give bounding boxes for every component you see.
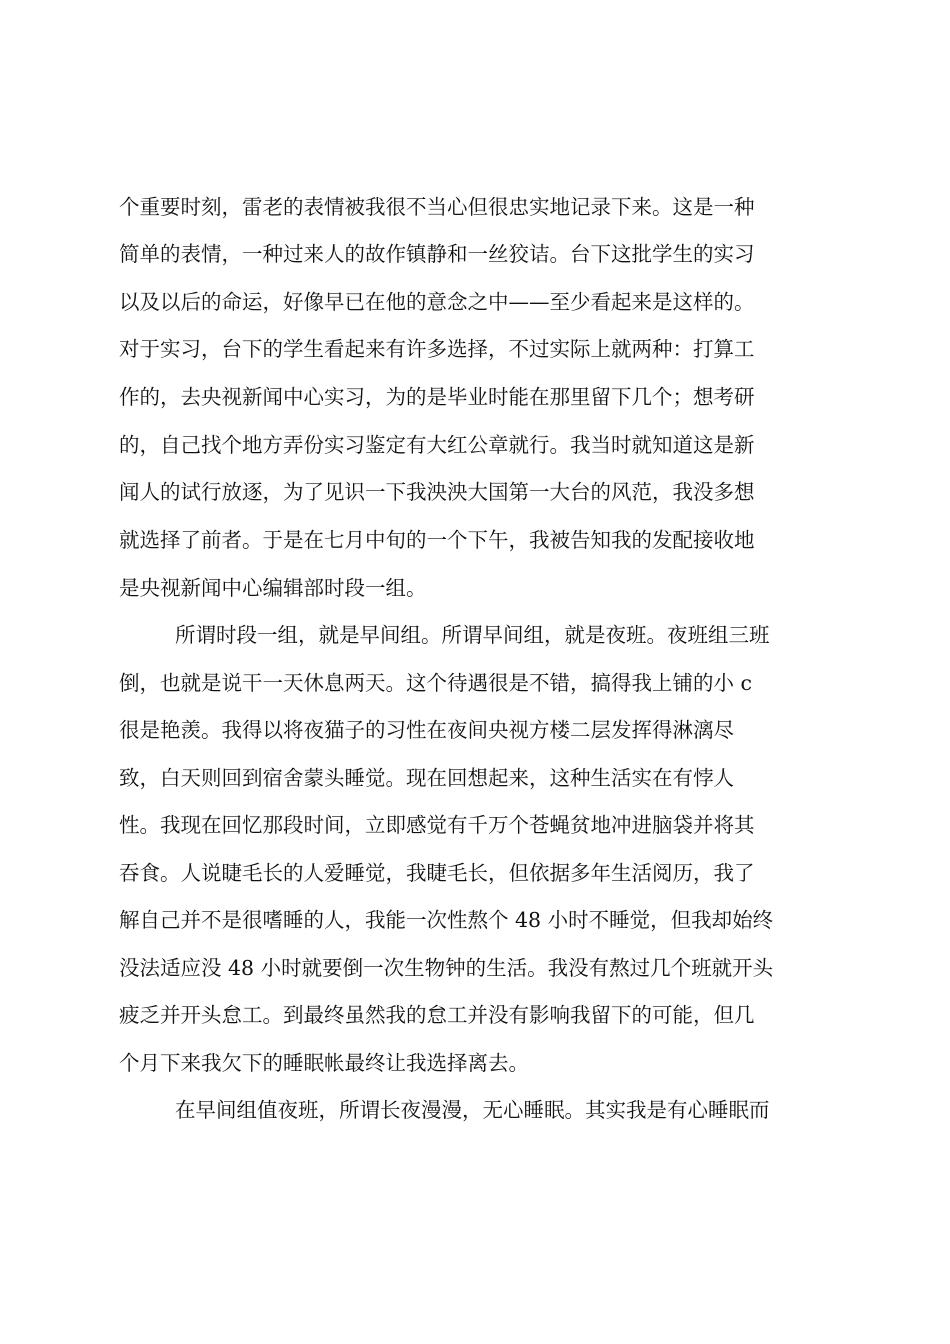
text-line: 是央视新闻中心编辑部时段一组。	[119, 576, 427, 600]
text-line: 吞食。人说睫毛长的人爱睡觉，我睫毛长，但依据多年生活阅历，我了	[119, 861, 755, 885]
text-line: 在早间组值夜班，所谓长夜漫漫，无心睡眠。其实我是有心睡眠而	[175, 1098, 770, 1122]
text-line: 个重要时刻，雷老的表情被我很不当心但很忠实地记录下来。这是一种	[119, 195, 755, 219]
text-line: 对于实习，台下的学生看起来有许多选择，不过实际上就两种：打算工	[119, 337, 755, 361]
text-line: 作的，去央视新闻中心实习，为的是毕业时能在那里留下几个；想考研	[119, 385, 755, 409]
text-line: 疲乏并开头怠工。到最终虽然我的怠工并没有影响我留下的可能，但几	[119, 1003, 755, 1027]
text-line: 很是艳羡。我得以将夜猫子的习性在夜间央视方楼二层发挥得淋漓尽	[119, 718, 734, 742]
text-line: 个月下来我欠下的睡眠帐最终让我选择离去。	[119, 1051, 529, 1075]
text-line: 解自己并不是很嗜睡的人，我能一次性熬个 48 小时不睡觉，但我却始终	[119, 908, 774, 932]
text-line: 性。我现在回忆那段时间，立即感觉有千万个苍蝇贫地冲进脑袋并将其	[119, 813, 755, 837]
text-line: 简单的表情，一种过来人的故作镇静和一丝狡诘。台下这批学生的实习	[119, 242, 755, 266]
text-line: 致，白天则回到宿舍蒙头睡觉。现在回想起来，这种生活实在有悖人	[119, 766, 734, 790]
text-line: 以及以后的命运，好像早已在他的意念之中——至少看起来是这样的。	[119, 290, 755, 314]
text-line: 闻人的试行放逐，为了见识一下我泱泱大国第一大台的风范，我没多想	[119, 480, 755, 504]
text-line: 的，自己找个地方弄份实习鉴定有大红公章就行。我当时就知道这是新	[119, 433, 755, 457]
text-line: 倒，也就是说干一天休息两天。这个待遇很是不错，搞得我上铺的小 c	[119, 671, 752, 695]
text-line: 所谓时段一组，就是早间组。所谓早间组，就是夜班。夜班组三班	[175, 623, 770, 647]
text-line: 就选择了前者。于是在七月中旬的一个下午，我被告知我的发配接收地	[119, 528, 755, 552]
text-line: 没法适应没 48 小时就要倒一次生物钟的生活。我没有熬过几个班就开头	[119, 956, 774, 980]
